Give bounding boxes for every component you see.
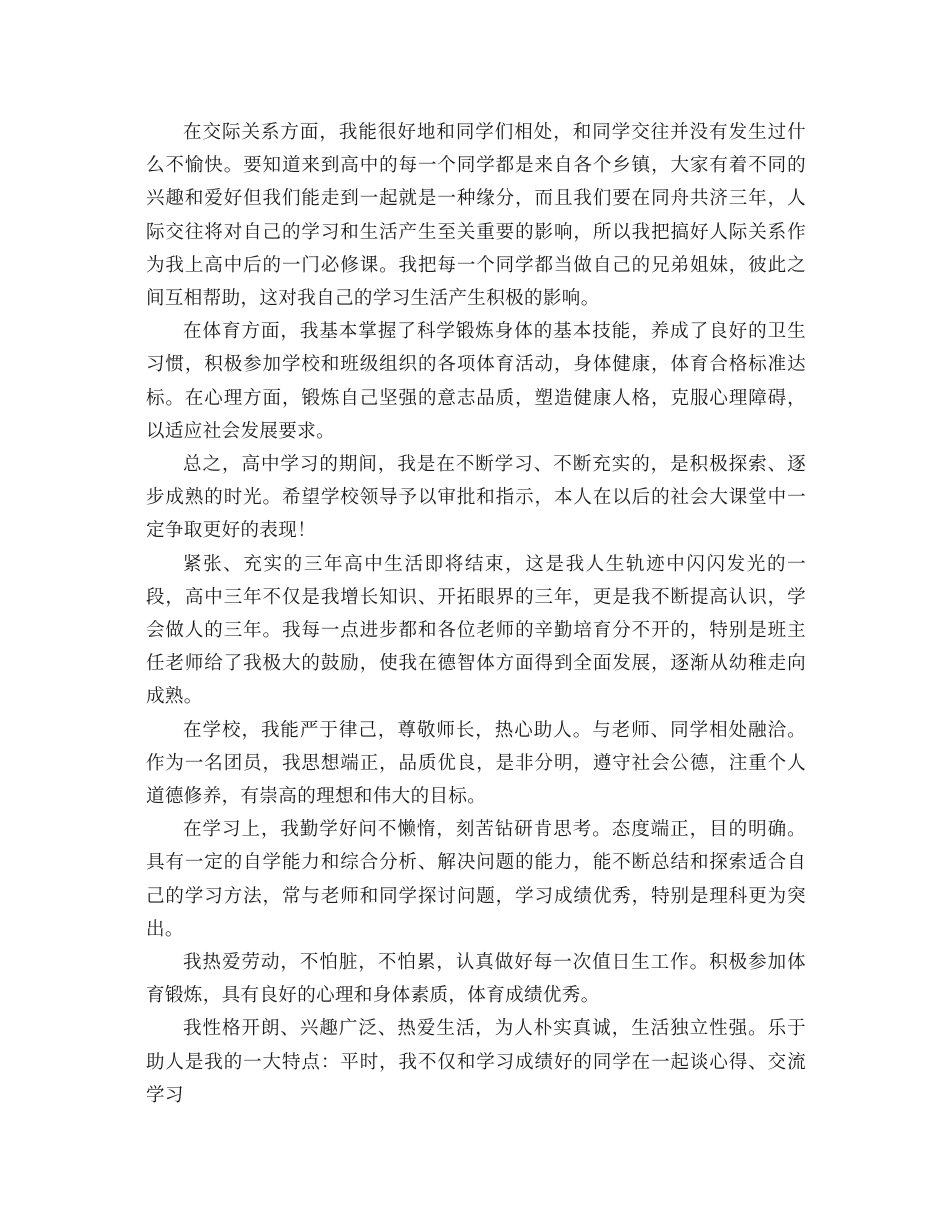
paragraph-physical-education: 在体育方面，我基本掌握了科学锻炼身体的基本技能，养成了良好的卫生习惯，积极参加学校和班级组织的各项体育活动，身体健康，体育合格标准达标。在心理方面，锻炼自己坚强的意志品质，塑造健康人格，克服心理障碍，以适应社会发展要求。 [146, 321, 806, 442]
paragraph-interpersonal: 在交际关系方面，我能很好地和同学们相处，和同学交往并没有发生过什么不愉快。要知道来到高中的每一个同学都是来自各个乡镇，大家有着不同的兴趣和爱好但我们能走到一起就是一种缘分，而且我们要在同舟共济三年，人际交往将对自己的学习和生活产生至关重要的影响，所以我把搞好人际关系作为我上高中后的一门必修课。我把每一个同学都当做自己的兄弟姐妹，彼此之间互相帮助，这对我自己的学习生活产生积极的影响。 [146, 122, 806, 310]
paragraph-personality: 我性格开朗、兴趣广泛、热爱生活，为人朴实真诚，生活独立性强。乐于助人是我的一大特点：平时，我不仅和学习成绩好的同学在一起谈心得、交流学习 [146, 1018, 806, 1106]
paragraph-study: 在学习上，我勤学好问不懒惰，刻苦钻研肯思考。态度端正，目的明确。具有一定的自学能力和综合分析、解决问题的能力，能不断总结和探索适合自己的学习方法，常与老师和同学探讨问题，学习成绩优秀，特别是理科更为突出。 [146, 819, 806, 940]
paragraph-labor: 我热爱劳动，不怕脏，不怕累，认真做好每一次值日生工作。积极参加体育锻炼，具有良好的心理和身体素质，体育成绩优秀。 [146, 952, 806, 1007]
document-body [146, 116, 806, 1112]
paragraph-summary: 总之，高中学习的期间，我是在不断学习、不断充实的，是积极探索、逐步成熟的时光。希望学校领导予以审批和指示，本人在以后的社会大课堂中一定争取更好的表现！ [146, 454, 806, 542]
paragraph-at-school: 在学校，我能严于律己，尊敬师长，热心助人。与老师、同学相处融洽。作为一名团员，我思想端正，品质优良，是非分明，遵守社会公德，注重个人道德修养，有崇高的理想和伟大的目标。 [146, 719, 806, 808]
paragraph-three-years: 紧张、充实的三年高中生活即将结束，这是我人生轨迹中闪闪发光的一段，高中三年不仅是我增长知识、开拓眼界的三年，更是我不断提高认识，学会做人的三年。我每一点进步都和各位老师的辛勤培育分不开的，特别是班主任老师给了我极大的鼓励，使我在德智体方面得到全面发展，逐渐从幼稚走向成熟。 [146, 553, 806, 708]
